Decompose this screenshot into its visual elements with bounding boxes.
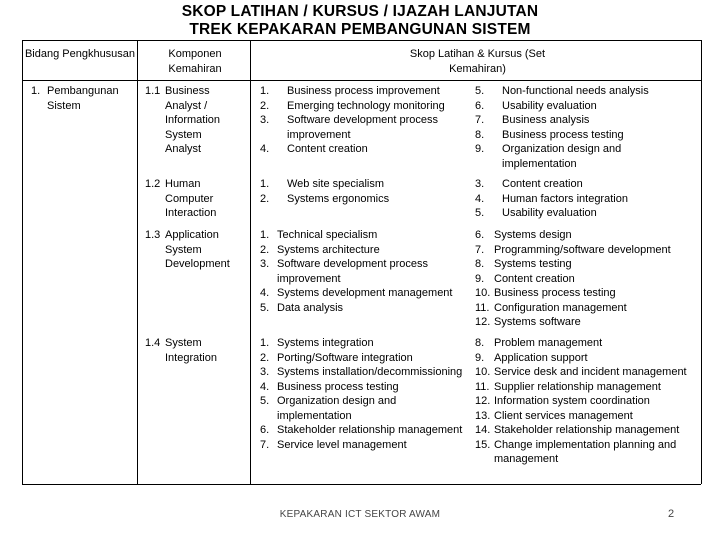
skill-item — [475, 438, 697, 467]
component-label: System Integration — [165, 337, 217, 364]
skill-text: Business process testing — [502, 128, 624, 141]
skill-number: 2. — [260, 351, 270, 364]
page-number: 2 — [668, 508, 675, 520]
table-border-left — [22, 40, 23, 484]
skill-item — [260, 394, 463, 423]
skill-text: Systems design — [494, 229, 572, 241]
skill-item — [475, 257, 697, 272]
skill-item — [475, 301, 697, 316]
skill-number: 1. — [260, 337, 270, 349]
skill-text: Non-functional needs analysis — [502, 85, 649, 97]
component-cell — [145, 228, 237, 272]
skill-text: Business process testing — [277, 380, 399, 393]
skill-number: 9. — [475, 272, 485, 285]
skill-text: Emerging technology monitoring — [287, 99, 445, 112]
skill-text: Software development process improvement — [277, 258, 429, 285]
skill-item — [475, 423, 697, 438]
skill-number: 3. — [260, 114, 270, 126]
skill-number: 11. — [475, 380, 490, 393]
skill-text: Usability evaluation — [502, 99, 597, 112]
skill-item — [475, 228, 697, 243]
skill-number: 6. — [260, 424, 270, 436]
skill-text: Software development process improvement — [287, 114, 439, 141]
skill-item — [475, 272, 697, 287]
skill-number: 7. — [475, 114, 485, 126]
skill-item — [260, 423, 463, 438]
skill-item — [475, 286, 697, 301]
skill-text: Business process improvement — [287, 85, 440, 97]
skill-number: 1. — [260, 229, 270, 241]
skill-number: 3. — [260, 258, 270, 270]
component-cell — [145, 336, 237, 365]
skill-text: Business analysis — [502, 114, 590, 126]
skill-text: Systems installation/decommissioning — [277, 366, 463, 378]
skill-item — [475, 206, 697, 221]
specialization-cell — [31, 84, 133, 113]
skill-text: Content creation — [287, 143, 368, 155]
skill-text: Organization design and implementation — [502, 143, 622, 170]
skill-item — [475, 315, 697, 330]
skill-number: 3. — [475, 178, 485, 190]
skill-item — [475, 113, 697, 128]
skill-item — [260, 365, 463, 380]
component-number: 1.4 — [145, 337, 161, 349]
component-label: Application System Development — [165, 229, 230, 270]
skills-list-left — [260, 84, 463, 157]
component-number: 1.1 — [145, 85, 161, 97]
skill-text: Porting/Software integration — [277, 351, 413, 364]
skill-number: 8. — [475, 128, 485, 141]
skill-text: Application support — [494, 351, 588, 364]
table-border-bottom — [22, 484, 701, 485]
component-cell — [145, 177, 237, 221]
skill-text: Supplier relationship management — [494, 380, 661, 393]
skill-text: Client services management — [494, 409, 633, 422]
skill-item — [260, 438, 463, 453]
skill-text: Systems integration — [277, 337, 374, 349]
specialization-label: Pembangunan Sistem — [47, 85, 119, 112]
skill-text: Content creation — [502, 178, 583, 190]
skill-number: 4. — [260, 380, 270, 393]
skill-number: 10. — [475, 366, 491, 378]
table-border-top — [22, 40, 701, 41]
skill-item — [260, 257, 463, 286]
skill-text: Organization design and implementation — [277, 395, 397, 422]
component-label: Human Computer Interaction — [165, 178, 217, 219]
page-title-line2: TREK KEPAKARAN PEMBANGUNAN SISTEM — [189, 21, 531, 38]
skill-number: 6. — [475, 229, 485, 241]
skill-number: 8. — [475, 337, 485, 349]
skill-item — [475, 192, 697, 207]
skills-list-right — [475, 336, 697, 467]
skill-text: Usability evaluation — [502, 207, 597, 219]
skills-list-left — [260, 177, 463, 206]
skill-number: 2. — [260, 243, 270, 256]
skill-text: Systems development management — [277, 287, 453, 299]
component-label: Business Analyst / Information System Analyst — [165, 85, 221, 155]
skill-text: Human factors integration — [502, 192, 628, 205]
skill-number: 15. — [475, 438, 491, 451]
skill-text: Stakeholder relationship management — [494, 424, 680, 436]
page-title-line1: SKOP LATIHAN / KURSUS / IJAZAH LANJUTAN — [181, 3, 539, 20]
skill-number: 11. — [475, 301, 490, 314]
skill-item — [475, 351, 697, 366]
skill-text: Stakeholder relationship management — [277, 424, 463, 436]
skills-list-left — [260, 336, 463, 452]
skill-item — [260, 228, 463, 243]
skill-item — [475, 243, 697, 258]
skill-item — [475, 365, 697, 380]
skills-list-right — [475, 84, 697, 171]
skill-text: Systems architecture — [277, 243, 380, 256]
skill-number: 10. — [475, 287, 491, 299]
skill-item — [475, 380, 697, 395]
skill-text: Service desk and incident management — [494, 366, 687, 378]
skill-text: Content creation — [494, 272, 575, 285]
skill-text: Service level management — [277, 438, 407, 451]
skill-item — [475, 409, 697, 424]
skills-list-right — [475, 228, 697, 330]
skill-text: Technical specialism — [277, 229, 378, 241]
skill-text: Data analysis — [277, 301, 344, 314]
skill-number: 5. — [475, 85, 485, 97]
skill-item — [260, 301, 463, 316]
skill-number: 5. — [260, 301, 270, 314]
skill-text: Change implementation planning and management — [494, 438, 677, 465]
skill-item — [260, 336, 463, 351]
skill-text: Business process testing — [494, 287, 616, 299]
skills-list-right — [475, 177, 697, 221]
skill-item — [475, 128, 697, 143]
skill-number: 1. — [260, 85, 270, 97]
header-specialization: Bidang Pengkhususan — [24, 48, 136, 60]
skill-number: 6. — [475, 99, 485, 112]
skill-number: 7. — [475, 243, 485, 256]
skill-text: Systems ergonomics — [287, 192, 390, 205]
skill-item — [475, 336, 697, 351]
skill-number: 12. — [475, 316, 491, 328]
header-component: Komponen Kemahiran — [168, 48, 222, 75]
skill-number: 4. — [260, 143, 270, 155]
skill-number: 8. — [475, 258, 485, 270]
skill-item — [475, 142, 697, 171]
skill-item — [475, 84, 697, 99]
skill-text: Information system coordination — [494, 395, 650, 407]
skill-item — [260, 84, 463, 99]
skill-number: 3. — [260, 366, 270, 378]
skill-item — [260, 142, 463, 157]
skill-item — [260, 192, 463, 207]
skill-item — [475, 394, 697, 409]
skill-number: 13. — [475, 409, 491, 422]
skills-list-left — [260, 228, 463, 315]
skill-number: 9. — [475, 143, 485, 155]
skill-item — [475, 177, 697, 192]
skill-item — [260, 380, 463, 395]
skill-number: 4. — [260, 287, 270, 299]
table-border-right — [701, 40, 702, 484]
header-scope: Skop Latihan & Kursus (Set Kemahiran) — [409, 48, 546, 75]
skill-item — [475, 99, 697, 114]
skill-text: Programming/software development — [494, 243, 671, 256]
skill-number: 7. — [260, 438, 270, 451]
skill-item — [260, 177, 463, 192]
skill-item — [260, 243, 463, 258]
skill-text: Problem management — [494, 337, 603, 349]
skill-number: 14. — [475, 424, 491, 436]
skill-number: 4. — [475, 192, 485, 205]
skill-number: 2. — [260, 99, 270, 112]
component-number: 1.2 — [145, 178, 161, 190]
skill-item — [260, 99, 463, 114]
skill-number: 9. — [475, 351, 485, 364]
component-cell — [145, 84, 237, 157]
skill-number: 2. — [260, 192, 270, 205]
footer-text: KEPAKARAN ICT SEKTOR AWAM — [279, 509, 441, 520]
column-divider-1 — [137, 40, 138, 484]
skill-text: Configuration management — [494, 301, 627, 314]
skill-text: Web site specialism — [287, 178, 384, 190]
skill-item — [260, 286, 463, 301]
skill-number: 12. — [475, 395, 491, 407]
skill-number: 5. — [260, 395, 270, 407]
column-divider-2 — [250, 40, 251, 484]
component-number: 1.3 — [145, 229, 161, 241]
skill-number: 5. — [475, 207, 485, 219]
skill-item — [260, 351, 463, 366]
skill-number: 1. — [260, 178, 270, 190]
skill-item — [260, 113, 463, 142]
skill-text: Systems software — [494, 316, 581, 328]
header-divider — [22, 80, 701, 81]
specialization-number: 1. — [31, 85, 41, 97]
skill-text: Systems testing — [494, 258, 572, 270]
